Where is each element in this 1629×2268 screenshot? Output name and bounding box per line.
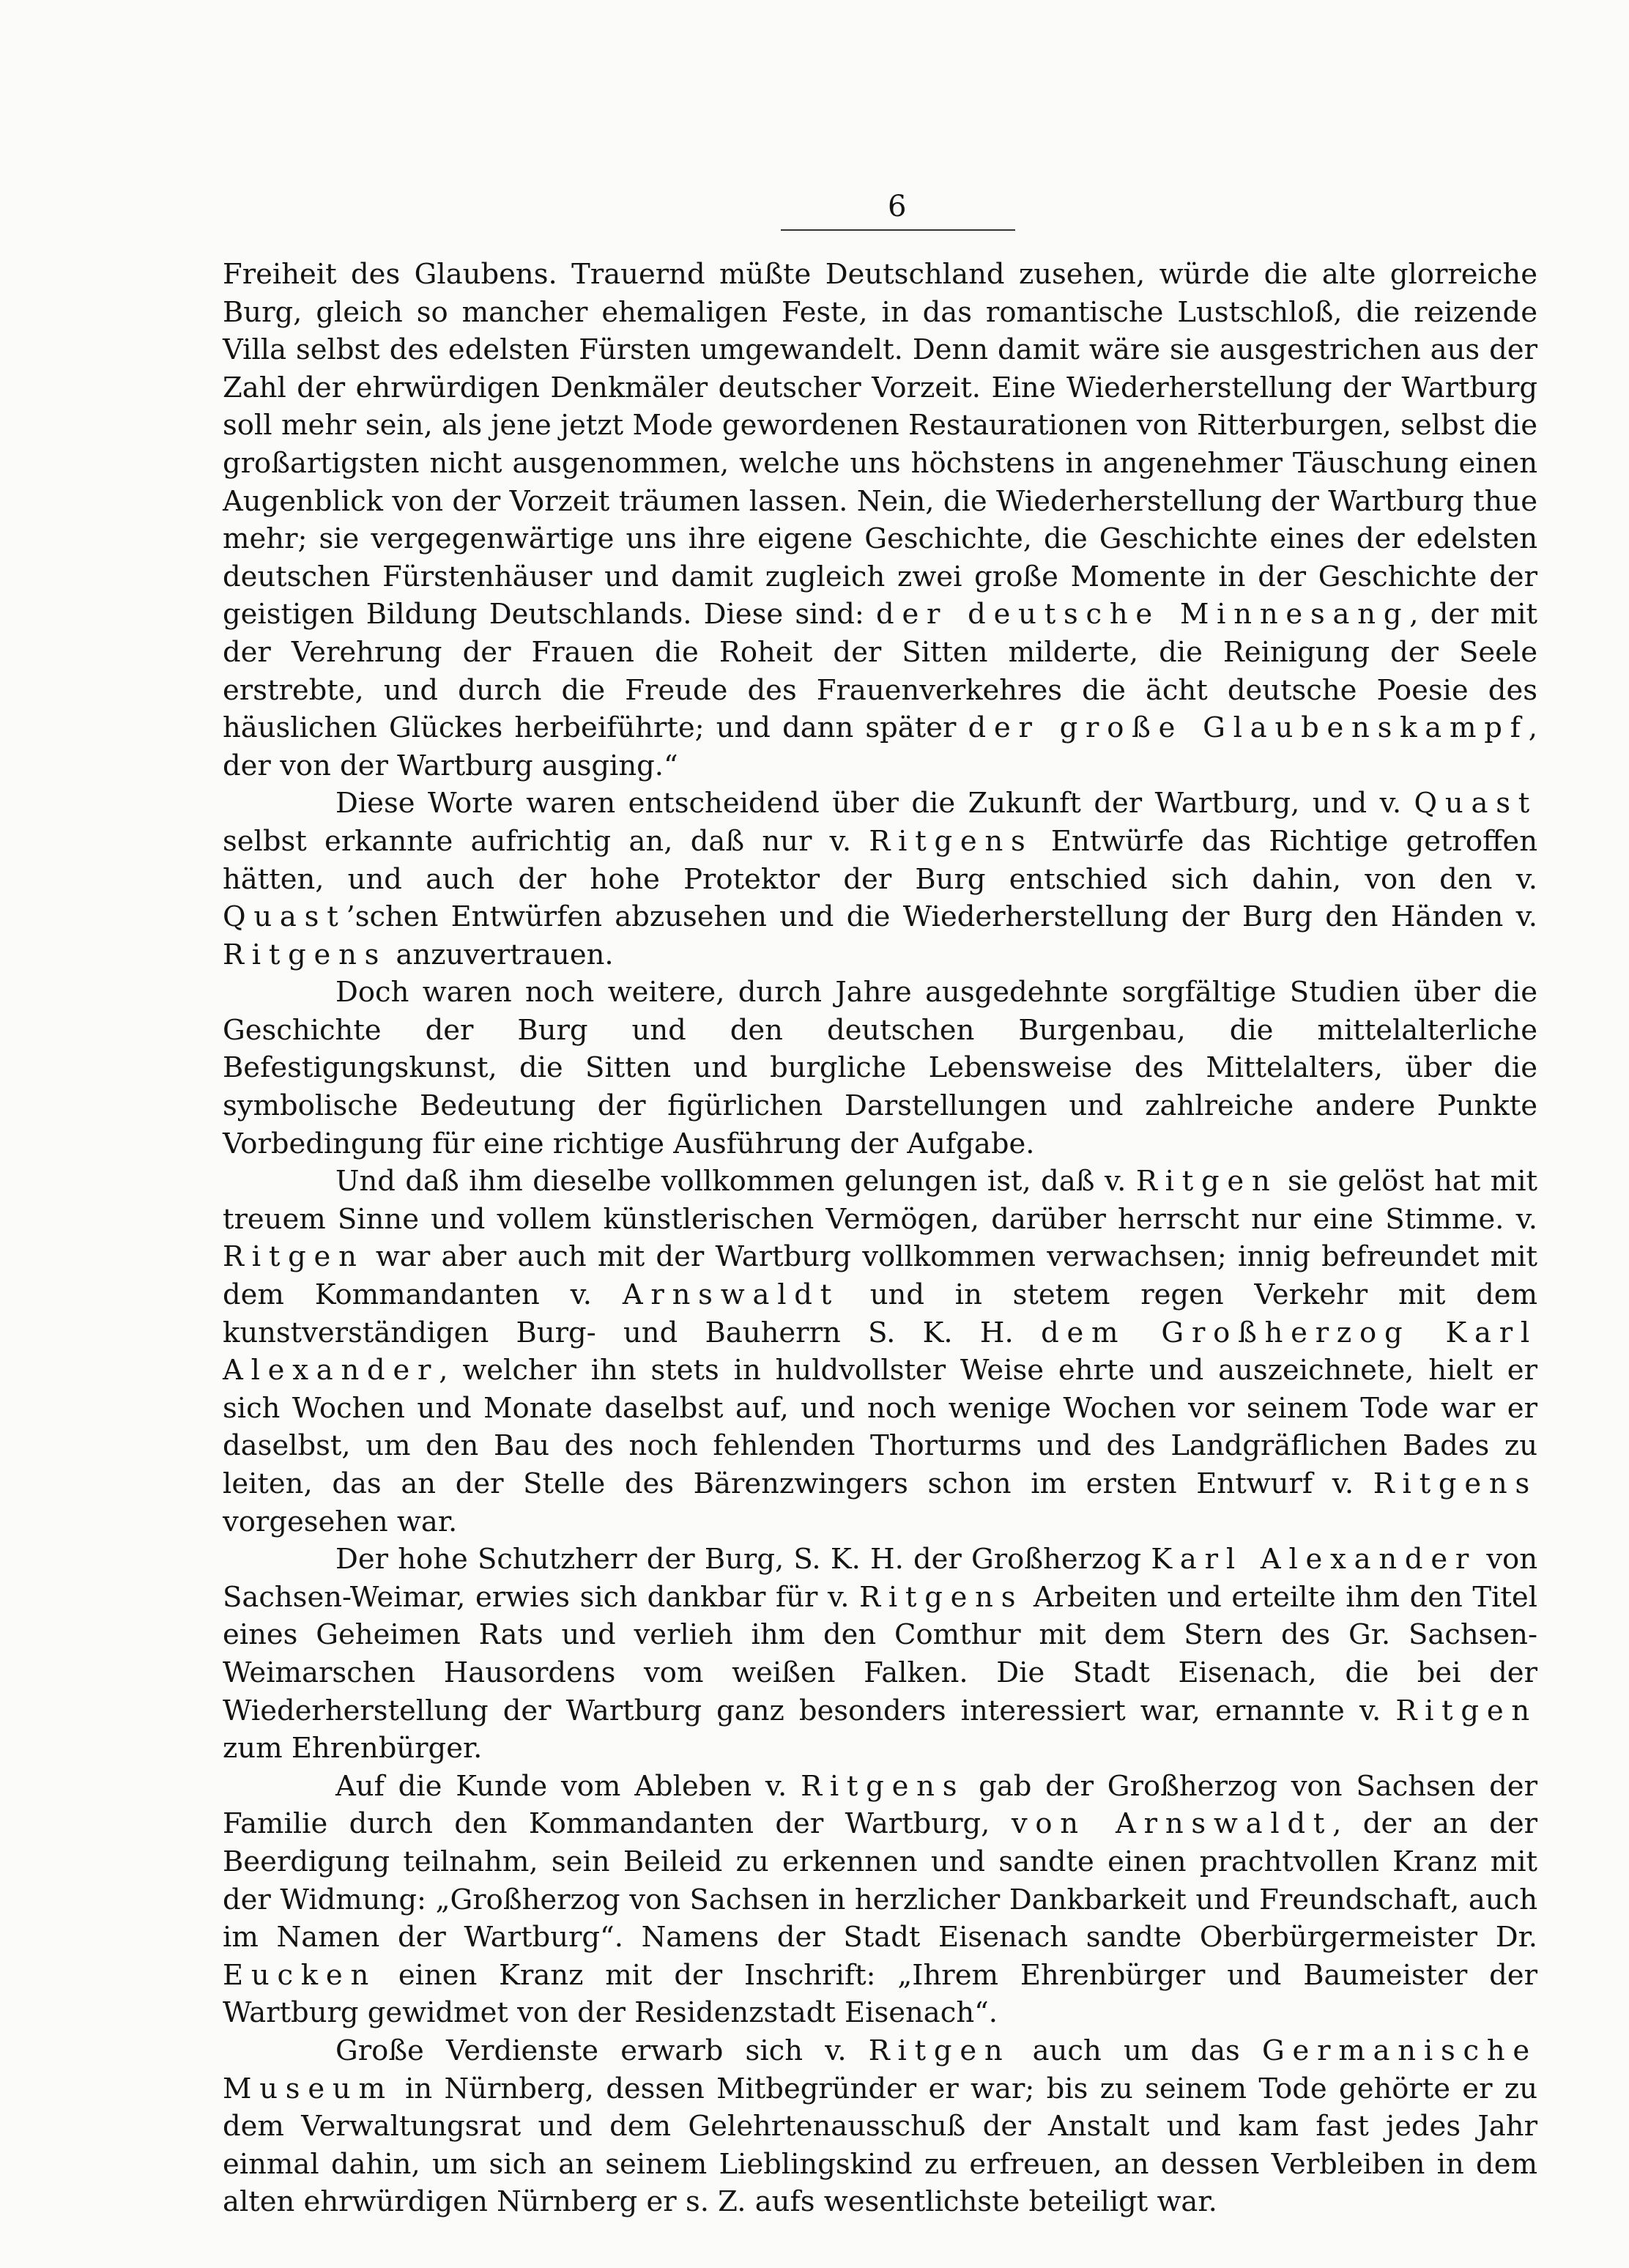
paragraph-2 (223, 785, 1537, 974)
text-run: Freiheit des Glaubens. Trauernd müßte Deutschland zusehen, würde die alte glorreiche Burg, gleich so mancher ehemaligen Feste, in das romantische Lustschloß, die reizende Villa selbst des edelsten Fürsten umgewandelt. Denn damit wäre sie ausgestrichen aus der Zahl der ehrwürdigen Denkmäler deutscher Vorzeit. Eine Wiederherstellung der Wartburg soll mehr sein, als jene jetzt Mode gewordenen Restaurationen von Ritterburgen, selbst die großartigsten nicht ausgenommen, welche uns höchstens in angenehmer Täuschung einen Augenblick von der Vorzeit träumen lassen. Nein, die Wiederherstellung der Wartburg thue mehr; sie vergegenwärtige uns ihre eigene Geschichte, die Geschichte eines der edelsten deutschen Fürstenhäuser und damit zugleich zwei große Momente in der Geschichte der geistigen Bildung Deutschlands. Diese sind: (223, 258, 1537, 631)
spaced-emphasis: Karl Alexander (1151, 1543, 1477, 1576)
text-run: Diese Worte waren entscheidend über die Zukunft der Wartburg, und v. (335, 787, 1414, 820)
spaced-emphasis: Ritgens (223, 938, 387, 971)
text-run: anzuvertrauen. (387, 938, 614, 971)
text-run: gab der Großherzog von Sachsen der Familie durch den Kommandanten der Wartburg, (223, 1769, 1537, 1841)
text-run: selbst erkannte aufrichtig an, daß nur v. (223, 824, 869, 858)
spaced-emphasis: Ritgens (801, 1769, 965, 1803)
text-run: , der mit der Verehrung der Frauen die Roheit der Sitten milderte, die Reinigung der Seele erstrebte, und durch die Freude des Frauenverkehres die ächt deutsche Poesie des häuslichen Glückes herbeiführte; und dann später (223, 598, 1538, 745)
spaced-emphasis: Ritgen (868, 2034, 1011, 2067)
spaced-emphasis: Germanische Museum (223, 2034, 1537, 2105)
paragraph-3 (223, 974, 1537, 1163)
text-run: Arbeiten und erteilte ihm den Titel eines Geheimen Rats und verlieh ihm den Comthur mit dem Stern des Gr. Sachsen-Weimarschen Hausordens vom weißen Falken. Die Stadt Eisenach, die bei der Wiederherstellung der Wartburg ganz besonders interessiert war, ernannte v. (223, 1580, 1537, 1727)
text-run: auch um das (1010, 2034, 1262, 2067)
spaced-emphasis: der große Glaubenskampf (968, 711, 1529, 745)
text-run: ’schen Entwürfen abzusehen und die Wiederherstellung der Burg den Händen v. (346, 900, 1537, 934)
paragraph-6 (223, 1768, 1537, 2032)
spaced-emphasis: Ritgens (1373, 1467, 1537, 1500)
spaced-emphasis: Ritgen (223, 1240, 365, 1274)
spaced-emphasis: Ritgens (869, 824, 1034, 858)
spaced-emphasis: von Arnswaldt (1011, 1807, 1333, 1841)
text-run: Große Verdienste erwarb sich v. (335, 2034, 869, 2067)
text-run: Doch waren noch weitere, durch Jahre ausgedehnte sorgfältige Studien über die Geschichte der Burg und den deutschen Burgenbau, die mittelalterliche Befestigungskunst, die Sitten und burgliche Lebensweise des Mittelalters, über die symbolische Bedeutung der figürlichen Darstellungen und zahlreiche andere Punkte Vorbedingung für eine richtige Ausführung der Aufgabe. (223, 976, 1537, 1160)
spaced-emphasis: der deutsche Minnesang (876, 598, 1410, 631)
spaced-emphasis: Quast (1414, 787, 1537, 820)
text-run: , der an der Beerdigung teilnahm, sein Beileid zu erkennen und sandte einen prachtvollen Kranz mit der Widmung: „Großherzog von Sachsen in herzlicher Dankbarkeit und Freundschaft, auch im Namen der Wartburg“. Namens der Stadt Eisenach sandte Oberbürgermeister Dr. (223, 1807, 1538, 1954)
page-number: 6 (888, 190, 907, 223)
text-run: sie gelöst hat mit treuem Sinne und vollem künstlerischen Vermögen, darüber herrscht nur eine Stimme. v. (223, 1165, 1537, 1236)
spaced-emphasis: Arnswaldt (622, 1278, 839, 1312)
paragraph-1 (223, 256, 1537, 785)
text-run: Entwürfe das Richtige getroffen hätten, und auch der hohe Protektor der Burg entschied sich dahin, von den v. (223, 824, 1537, 896)
text-run: einen Kranz mit der Inschrift: „Ihrem Ehrenbürger und Baumeister der Wartburg gewidmet von der Residenzstadt Eisenach“. (223, 1958, 1537, 2030)
text-run: , der von der Wartburg ausging.“ (223, 711, 1538, 782)
text-run: , welcher ihn stets in huldvollster Weise ehrte und auszeichnete, hielt er sich Wochen und Monate daselbst auf, und noch wenige Wochen vor seinem Tode war er daselbst, um den Bau des noch fehlenden Thorturms und des Landgräflichen Bades zu leiten, das an der Stelle des Bärenzwingers schon im ersten Entwurf v. (223, 1354, 1537, 1500)
paragraph-7 (223, 2032, 1537, 2221)
spaced-emphasis: Ritgen (1395, 1694, 1537, 1727)
paragraph-4 (223, 1163, 1537, 1541)
text-run: in Nürnberg, dessen Mitbegründer er war; bis zu seinem Tode gehörte er zu dem Verwaltungsrat und dem Gelehrtenausschuß der Anstalt und kam fast jedes Jahr einmal dahin, um sich an seinem Lieblingskind zu erfreuen, an dessen Verbleiben in dem alten ehrwürdigen Nürnberg er s. Z. aufs wesentlichste beteiligt war. (223, 2072, 1537, 2219)
text-run: zum Ehrenbürger. (223, 1732, 483, 1765)
text-run: Auf die Kunde vom Ableben v. (335, 1769, 801, 1803)
spaced-emphasis: Quast (223, 900, 346, 934)
spaced-emphasis: Ritgens (859, 1580, 1024, 1614)
spaced-emphasis: Eucken (223, 1958, 377, 1992)
spaced-emphasis: Ritgen (1135, 1165, 1278, 1198)
body-text (223, 256, 1537, 2221)
header-rule (781, 229, 1015, 231)
paragraph-5 (223, 1541, 1537, 1768)
text-run: war aber auch mit der Wartburg vollkommen verwachsen; innig befreundet mit dem Kommandanten v. (223, 1240, 1537, 1312)
text-run: von Sachsen-Weimar, erwies sich dankbar für v. (223, 1543, 1538, 1614)
text-run: vorgesehen war. (223, 1505, 458, 1538)
text-run: Und daß ihm dieselbe vollkommen gelungen ist, daß v. (335, 1165, 1136, 1198)
spaced-emphasis: dem Großherzog Karl Alexander (223, 1316, 1538, 1387)
text-run: und in stetem regen Verkehr mit dem kunstverständigen Burg- und Bauherrn S. K. H. (223, 1278, 1538, 1349)
text-run: Der hohe Schutzherr der Burg, S. K. H. der Großherzog (335, 1543, 1151, 1576)
